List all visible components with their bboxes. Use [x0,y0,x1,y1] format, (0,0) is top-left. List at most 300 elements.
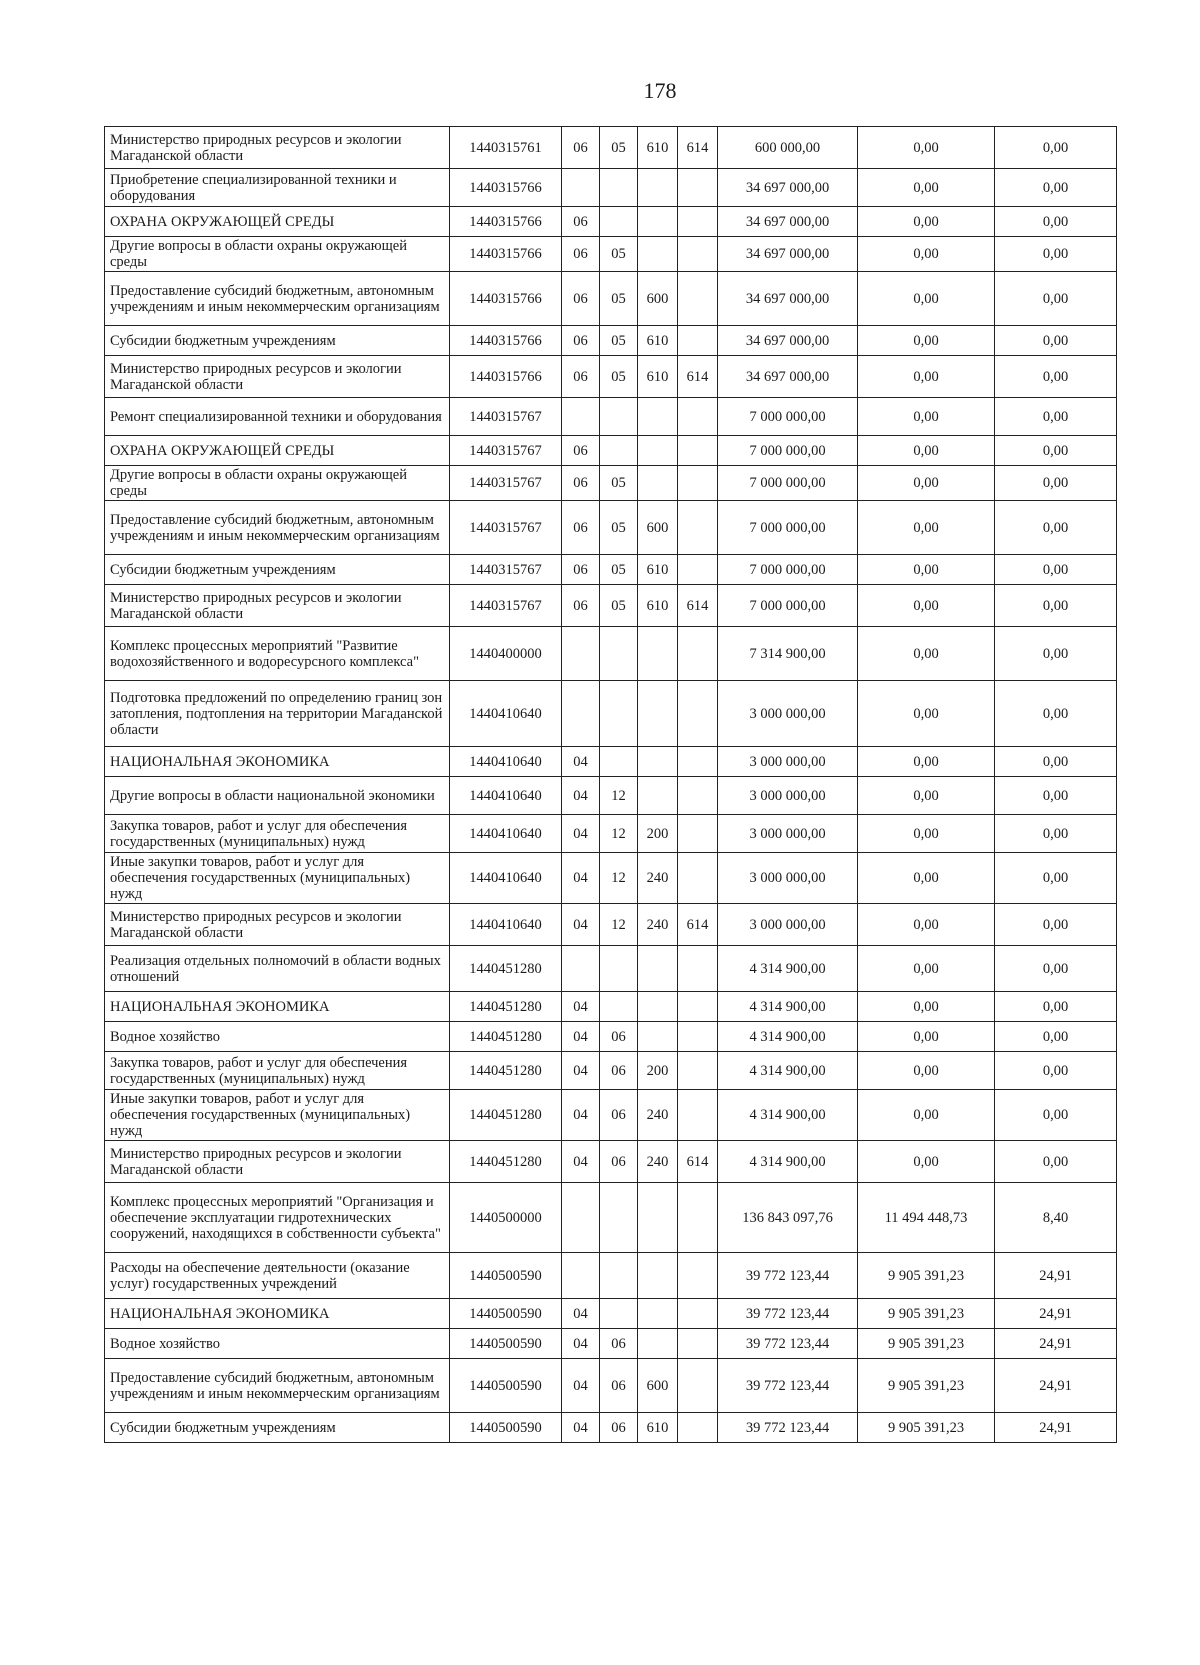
target-code-cell: 1440451280 [450,1141,562,1183]
target-code-cell: 1440500590 [450,1299,562,1329]
item-name-cell: Министерство природных ресурсов и экологии Магаданской области [105,904,450,946]
item-name-cell: Предоставление субсидий бюджетным, автономным учреждениям и иным некоммерческим организациям [105,1359,450,1413]
expense-type-code-cell: 610 [638,585,678,627]
table-row [105,555,1117,585]
table-row [105,853,1117,904]
executed-amount-cell: 0,00 [858,946,995,992]
planned-amount-cell: 7 000 000,00 [718,555,858,585]
item-name-cell: Приобретение специализированной техники и оборудования [105,169,450,207]
table-row [105,1090,1117,1141]
section-code-cell: 06 [562,466,600,501]
table-row [105,1052,1117,1090]
expense-type-code-cell: 240 [638,1090,678,1141]
planned-amount-cell: 7 000 000,00 [718,501,858,555]
target-code-cell: 1440451280 [450,992,562,1022]
table-row [105,1141,1117,1183]
admin-code-cell [678,681,718,747]
target-code-cell: 1440451280 [450,1022,562,1052]
expense-type-code-cell [638,1183,678,1253]
subsection-code-cell: 06 [600,1141,638,1183]
section-code-cell: 06 [562,272,600,326]
expense-type-code-cell [638,398,678,436]
planned-amount-cell: 3 000 000,00 [718,904,858,946]
admin-code-cell: 614 [678,1141,718,1183]
section-code-cell: 04 [562,1090,600,1141]
subsection-code-cell: 05 [600,466,638,501]
executed-amount-cell: 9 905 391,23 [858,1299,995,1329]
section-code-cell: 06 [562,436,600,466]
executed-amount-cell: 9 905 391,23 [858,1253,995,1299]
item-name-cell: Предоставление субсидий бюджетным, автономным учреждениям и иным некоммерческим организациям [105,501,450,555]
target-code-cell: 1440500590 [450,1329,562,1359]
subsection-code-cell [600,747,638,777]
table-row [105,777,1117,815]
planned-amount-cell: 4 314 900,00 [718,992,858,1022]
planned-amount-cell: 34 697 000,00 [718,272,858,326]
item-name-cell: Субсидии бюджетным учреждениям [105,555,450,585]
item-name-cell: Ремонт специализированной техники и оборудования [105,398,450,436]
target-code-cell: 1440410640 [450,815,562,853]
executed-amount-cell: 0,00 [858,326,995,356]
execution-percent-cell: 0,00 [995,127,1117,169]
execution-percent-cell: 8,40 [995,1183,1117,1253]
executed-amount-cell: 0,00 [858,815,995,853]
executed-amount-cell: 0,00 [858,1090,995,1141]
section-code-cell: 06 [562,207,600,237]
table-row [105,127,1117,169]
executed-amount-cell: 0,00 [858,466,995,501]
execution-percent-cell: 0,00 [995,992,1117,1022]
admin-code-cell [678,1183,718,1253]
admin-code-cell [678,1022,718,1052]
planned-amount-cell: 7 000 000,00 [718,436,858,466]
executed-amount-cell: 0,00 [858,436,995,466]
executed-amount-cell: 0,00 [858,398,995,436]
section-code-cell: 06 [562,585,600,627]
subsection-code-cell: 05 [600,501,638,555]
section-code-cell: 04 [562,1052,600,1090]
expense-type-code-cell: 610 [638,1413,678,1443]
planned-amount-cell: 4 314 900,00 [718,1052,858,1090]
table-row [105,1359,1117,1413]
admin-code-cell [678,1052,718,1090]
target-code-cell: 1440400000 [450,627,562,681]
execution-percent-cell: 0,00 [995,169,1117,207]
table-row [105,398,1117,436]
table-row [105,207,1117,237]
planned-amount-cell: 34 697 000,00 [718,207,858,237]
item-name-cell: Закупка товаров, работ и услуг для обеспечения государственных (муниципальных) нужд [105,1052,450,1090]
admin-code-cell [678,169,718,207]
admin-code-cell [678,237,718,272]
execution-percent-cell: 0,00 [995,853,1117,904]
subsection-code-cell [600,681,638,747]
execution-percent-cell: 24,91 [995,1299,1117,1329]
table-row [105,1183,1117,1253]
section-code-cell [562,627,600,681]
executed-amount-cell: 0,00 [858,207,995,237]
expense-type-code-cell: 200 [638,815,678,853]
execution-percent-cell: 0,00 [995,904,1117,946]
item-name-cell: НАЦИОНАЛЬНАЯ ЭКОНОМИКА [105,747,450,777]
expense-type-code-cell [638,237,678,272]
item-name-cell: Комплекс процессных мероприятий "Организация и обеспечение эксплуатации гидротехнических сооружений, находящихся в собственности субъекта" [105,1183,450,1253]
subsection-code-cell: 12 [600,815,638,853]
subsection-code-cell: 05 [600,272,638,326]
item-name-cell: Предоставление субсидий бюджетным, автономным учреждениям и иным некоммерческим организациям [105,272,450,326]
section-code-cell: 04 [562,1022,600,1052]
execution-percent-cell: 0,00 [995,501,1117,555]
section-code-cell: 06 [562,326,600,356]
subsection-code-cell [600,627,638,681]
subsection-code-cell: 06 [600,1329,638,1359]
admin-code-cell [678,946,718,992]
executed-amount-cell: 0,00 [858,127,995,169]
item-name-cell: Другие вопросы в области охраны окружающей среды [105,237,450,272]
admin-code-cell [678,1359,718,1413]
execution-percent-cell: 0,00 [995,1022,1117,1052]
item-name-cell: Субсидии бюджетным учреждениям [105,326,450,356]
admin-code-cell [678,1299,718,1329]
admin-code-cell [678,466,718,501]
target-code-cell: 1440315767 [450,585,562,627]
target-code-cell: 1440500590 [450,1413,562,1443]
execution-percent-cell: 24,91 [995,1359,1117,1413]
expense-type-code-cell [638,992,678,1022]
table-body [105,127,1117,1443]
table-row [105,747,1117,777]
table-row [105,169,1117,207]
section-code-cell [562,398,600,436]
execution-percent-cell: 0,00 [995,555,1117,585]
planned-amount-cell: 4 314 900,00 [718,1022,858,1052]
planned-amount-cell: 3 000 000,00 [718,681,858,747]
expense-type-code-cell [638,747,678,777]
planned-amount-cell: 3 000 000,00 [718,777,858,815]
planned-amount-cell: 39 772 123,44 [718,1413,858,1443]
planned-amount-cell: 136 843 097,76 [718,1183,858,1253]
planned-amount-cell: 34 697 000,00 [718,169,858,207]
budget-table [104,126,1117,1443]
subsection-code-cell: 05 [600,585,638,627]
expense-type-code-cell [638,1329,678,1359]
subsection-code-cell: 06 [600,1052,638,1090]
section-code-cell: 06 [562,356,600,398]
target-code-cell: 1440315766 [450,237,562,272]
execution-percent-cell: 0,00 [995,585,1117,627]
table-row [105,1413,1117,1443]
subsection-code-cell [600,1183,638,1253]
expense-type-code-cell [638,1022,678,1052]
target-code-cell: 1440410640 [450,747,562,777]
executed-amount-cell: 9 905 391,23 [858,1359,995,1413]
item-name-cell: ОХРАНА ОКРУЖАЮЩЕЙ СРЕДЫ [105,436,450,466]
target-code-cell: 1440315766 [450,272,562,326]
expense-type-code-cell [638,207,678,237]
planned-amount-cell: 39 772 123,44 [718,1253,858,1299]
section-code-cell [562,169,600,207]
section-code-cell [562,1183,600,1253]
execution-percent-cell: 0,00 [995,436,1117,466]
expense-type-code-cell [638,777,678,815]
subsection-code-cell: 12 [600,853,638,904]
item-name-cell: Иные закупки товаров, работ и услуг для обеспечения государственных (муниципальных) нужд [105,853,450,904]
subsection-code-cell [600,207,638,237]
admin-code-cell [678,777,718,815]
expense-type-code-cell [638,169,678,207]
executed-amount-cell: 0,00 [858,853,995,904]
admin-code-cell [678,815,718,853]
table-row [105,904,1117,946]
page-number: 178 [643,78,677,103]
target-code-cell: 1440500590 [450,1253,562,1299]
table-row [105,1253,1117,1299]
item-name-cell: Иные закупки товаров, работ и услуг для обеспечения государственных (муниципальных) нужд [105,1090,450,1141]
executed-amount-cell: 0,00 [858,627,995,681]
admin-code-cell [678,1413,718,1443]
target-code-cell: 1440410640 [450,904,562,946]
subsection-code-cell [600,992,638,1022]
executed-amount-cell: 0,00 [858,992,995,1022]
execution-percent-cell: 0,00 [995,272,1117,326]
target-code-cell: 1440315761 [450,127,562,169]
admin-code-cell [678,272,718,326]
item-name-cell: НАЦИОНАЛЬНАЯ ЭКОНОМИКА [105,992,450,1022]
item-name-cell: Министерство природных ресурсов и экологии Магаданской области [105,356,450,398]
execution-percent-cell: 0,00 [995,207,1117,237]
admin-code-cell [678,398,718,436]
planned-amount-cell: 7 000 000,00 [718,585,858,627]
table-row [105,326,1117,356]
expense-type-code-cell: 600 [638,501,678,555]
section-code-cell: 04 [562,777,600,815]
subsection-code-cell: 06 [600,1359,638,1413]
planned-amount-cell: 34 697 000,00 [718,356,858,398]
subsection-code-cell: 05 [600,326,638,356]
target-code-cell: 1440451280 [450,1052,562,1090]
planned-amount-cell: 3 000 000,00 [718,853,858,904]
subsection-code-cell: 06 [600,1022,638,1052]
target-code-cell: 1440410640 [450,777,562,815]
execution-percent-cell: 24,91 [995,1253,1117,1299]
expense-type-code-cell [638,681,678,747]
execution-percent-cell: 0,00 [995,1052,1117,1090]
item-name-cell: Закупка товаров, работ и услуг для обеспечения государственных (муниципальных) нужд [105,815,450,853]
executed-amount-cell: 0,00 [858,747,995,777]
item-name-cell: Водное хозяйство [105,1329,450,1359]
target-code-cell: 1440315767 [450,555,562,585]
admin-code-cell: 614 [678,904,718,946]
expense-type-code-cell [638,436,678,466]
table-row [105,237,1117,272]
subsection-code-cell [600,169,638,207]
expense-type-code-cell: 200 [638,1052,678,1090]
planned-amount-cell: 39 772 123,44 [718,1329,858,1359]
admin-code-cell [678,326,718,356]
execution-percent-cell: 0,00 [995,1090,1117,1141]
execution-percent-cell: 0,00 [995,681,1117,747]
executed-amount-cell: 0,00 [858,555,995,585]
table-row [105,992,1117,1022]
admin-code-cell: 614 [678,585,718,627]
executed-amount-cell: 0,00 [858,1022,995,1052]
item-name-cell: Другие вопросы в области национальной экономики [105,777,450,815]
execution-percent-cell: 0,00 [995,627,1117,681]
execution-percent-cell: 0,00 [995,1141,1117,1183]
table-row [105,272,1117,326]
section-code-cell: 04 [562,1141,600,1183]
admin-code-cell [678,436,718,466]
execution-percent-cell: 0,00 [995,777,1117,815]
section-code-cell: 06 [562,555,600,585]
subsection-code-cell: 06 [600,1413,638,1443]
executed-amount-cell: 0,00 [858,272,995,326]
section-code-cell: 06 [562,127,600,169]
target-code-cell: 1440315766 [450,356,562,398]
execution-percent-cell: 0,00 [995,466,1117,501]
execution-percent-cell: 0,00 [995,747,1117,777]
planned-amount-cell: 600 000,00 [718,127,858,169]
section-code-cell: 04 [562,747,600,777]
execution-percent-cell: 0,00 [995,398,1117,436]
executed-amount-cell: 0,00 [858,777,995,815]
item-name-cell: НАЦИОНАЛЬНАЯ ЭКОНОМИКА [105,1299,450,1329]
item-name-cell: Комплекс процессных мероприятий "Развитие водохозяйственного и водоресурсного комплекса" [105,627,450,681]
table-row [105,356,1117,398]
planned-amount-cell: 3 000 000,00 [718,815,858,853]
execution-percent-cell: 0,00 [995,946,1117,992]
subsection-code-cell [600,1253,638,1299]
section-code-cell: 04 [562,1299,600,1329]
item-name-cell: Подготовка предложений по определению границ зон затопления, подтопления на территории Магаданской области [105,681,450,747]
target-code-cell: 1440410640 [450,681,562,747]
admin-code-cell [678,747,718,777]
subsection-code-cell [600,1299,638,1329]
admin-code-cell [678,501,718,555]
expense-type-code-cell: 240 [638,904,678,946]
expense-type-code-cell: 610 [638,356,678,398]
planned-amount-cell: 3 000 000,00 [718,747,858,777]
planned-amount-cell: 4 314 900,00 [718,946,858,992]
planned-amount-cell: 39 772 123,44 [718,1299,858,1329]
admin-code-cell [678,853,718,904]
section-code-cell: 04 [562,1413,600,1443]
planned-amount-cell: 7 000 000,00 [718,398,858,436]
admin-code-cell: 614 [678,127,718,169]
admin-code-cell [678,1090,718,1141]
subsection-code-cell [600,436,638,466]
executed-amount-cell: 0,00 [858,1141,995,1183]
target-code-cell: 1440315767 [450,501,562,555]
target-code-cell: 1440500590 [450,1359,562,1413]
item-name-cell: ОХРАНА ОКРУЖАЮЩЕЙ СРЕДЫ [105,207,450,237]
executed-amount-cell: 11 494 448,73 [858,1183,995,1253]
expense-type-code-cell [638,466,678,501]
admin-code-cell [678,1329,718,1359]
expense-type-code-cell [638,627,678,681]
item-name-cell: Министерство природных ресурсов и экологии Магаданской области [105,127,450,169]
target-code-cell: 1440315767 [450,436,562,466]
section-code-cell: 04 [562,1329,600,1359]
expense-type-code-cell: 610 [638,326,678,356]
subsection-code-cell: 12 [600,777,638,815]
planned-amount-cell: 4 314 900,00 [718,1090,858,1141]
executed-amount-cell: 0,00 [858,585,995,627]
executed-amount-cell: 0,00 [858,237,995,272]
execution-percent-cell: 0,00 [995,815,1117,853]
target-code-cell: 1440451280 [450,1090,562,1141]
item-name-cell: Расходы на обеспечение деятельности (оказание услуг) государственных учреждений [105,1253,450,1299]
executed-amount-cell: 9 905 391,23 [858,1329,995,1359]
planned-amount-cell: 39 772 123,44 [718,1359,858,1413]
subsection-code-cell [600,398,638,436]
target-code-cell: 1440500000 [450,1183,562,1253]
item-name-cell: Другие вопросы в области охраны окружающей среды [105,466,450,501]
target-code-cell: 1440451280 [450,946,562,992]
table-row [105,585,1117,627]
target-code-cell: 1440315767 [450,466,562,501]
subsection-code-cell: 05 [600,555,638,585]
planned-amount-cell: 7 000 000,00 [718,466,858,501]
expense-type-code-cell: 610 [638,127,678,169]
table-row [105,815,1117,853]
subsection-code-cell: 05 [600,356,638,398]
section-code-cell: 06 [562,501,600,555]
admin-code-cell [678,992,718,1022]
table-row [105,946,1117,992]
executed-amount-cell: 9 905 391,23 [858,1413,995,1443]
execution-percent-cell: 24,91 [995,1413,1117,1443]
section-code-cell: 04 [562,815,600,853]
expense-type-code-cell: 600 [638,272,678,326]
table-row [105,436,1117,466]
planned-amount-cell: 34 697 000,00 [718,237,858,272]
admin-code-cell [678,555,718,585]
expense-type-code-cell: 610 [638,555,678,585]
item-name-cell: Министерство природных ресурсов и экологии Магаданской области [105,1141,450,1183]
admin-code-cell: 614 [678,356,718,398]
executed-amount-cell: 0,00 [858,681,995,747]
target-code-cell: 1440410640 [450,853,562,904]
section-code-cell [562,1253,600,1299]
admin-code-cell [678,627,718,681]
section-code-cell [562,681,600,747]
executed-amount-cell: 0,00 [858,169,995,207]
target-code-cell: 1440315766 [450,326,562,356]
expense-type-code-cell [638,1253,678,1299]
expense-type-code-cell: 600 [638,1359,678,1413]
subsection-code-cell [600,946,638,992]
execution-percent-cell: 24,91 [995,1329,1117,1359]
subsection-code-cell: 05 [600,127,638,169]
subsection-code-cell: 05 [600,237,638,272]
executed-amount-cell: 0,00 [858,501,995,555]
item-name-cell: Субсидии бюджетным учреждениям [105,1413,450,1443]
planned-amount-cell: 34 697 000,00 [718,326,858,356]
section-code-cell: 04 [562,1359,600,1413]
executed-amount-cell: 0,00 [858,1052,995,1090]
item-name-cell: Водное хозяйство [105,1022,450,1052]
expense-type-code-cell [638,946,678,992]
executed-amount-cell: 0,00 [858,356,995,398]
admin-code-cell [678,1253,718,1299]
item-name-cell: Реализация отдельных полномочий в области водных отношений [105,946,450,992]
planned-amount-cell: 7 314 900,00 [718,627,858,681]
table-row [105,681,1117,747]
execution-percent-cell: 0,00 [995,356,1117,398]
table-row [105,1022,1117,1052]
target-code-cell: 1440315767 [450,398,562,436]
